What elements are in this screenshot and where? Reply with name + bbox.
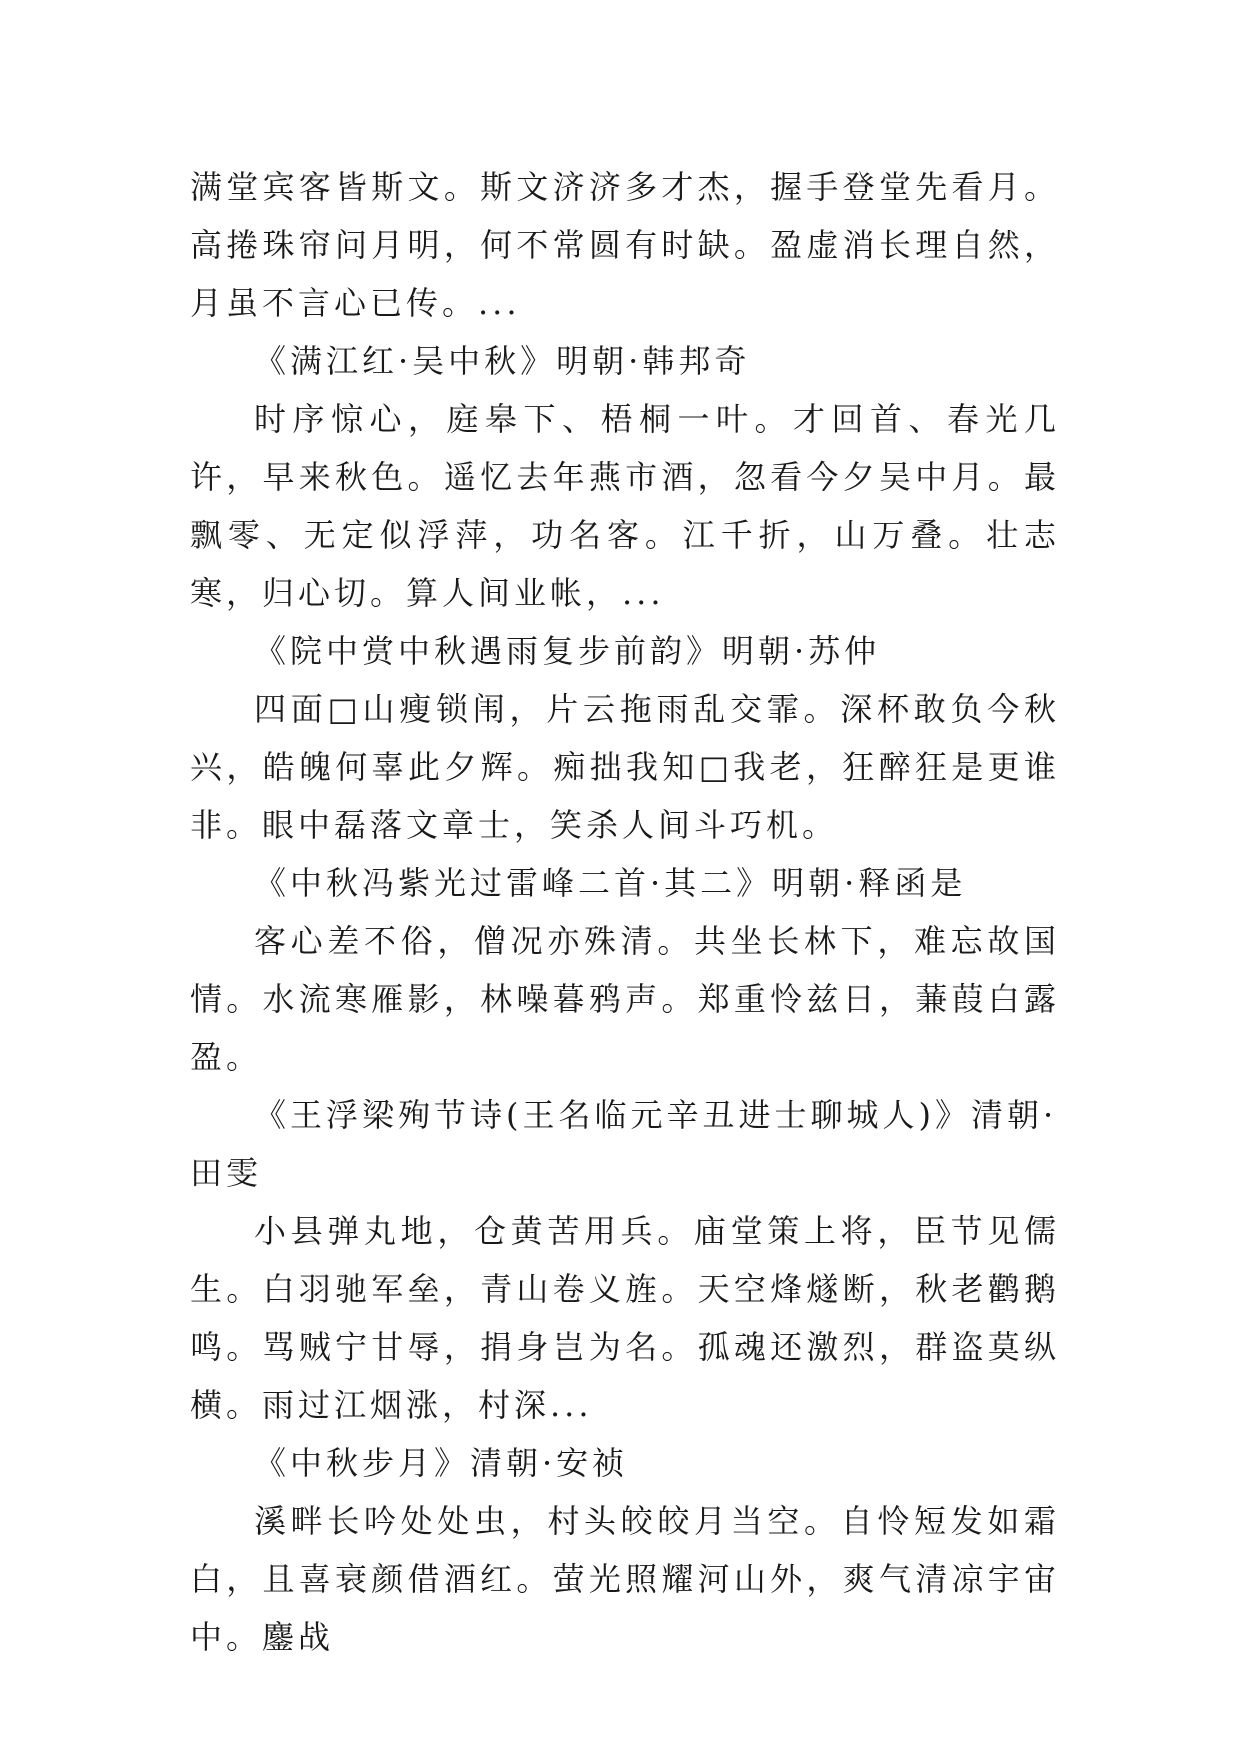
poem-body-text: 时序惊心，庭皋下、梧桐一叶。才回首、春光几许，早来秋色。遥忆去年燕市酒，忽看今夕吴中月。最飘零、无定似浮萍，功名客。江千折，山万叠。壮志寒，归心切。算人间业帐，...: [190, 400, 1060, 612]
poem-title: 《院中赏中秋遇雨复步前韵》明朝·苏仲: [254, 632, 881, 670]
poem-body-text: 小县弹丸地，仓黄苦用兵。庙堂策上将，臣节见儒生。白羽驰军垒，青山卷义旌。天空烽燧断，秋老鹳鹅鸣。骂贼宁甘辱，捐身岂为名。孤魂还激烈，群盗莫纵横。雨过江烟涨，村深...: [190, 1212, 1060, 1424]
poem-title: 《中秋步月》清朝·安祯: [254, 1444, 629, 1482]
poem-title: 《满江红·吴中秋》明朝·韩邦奇: [254, 342, 751, 380]
poem-body-text: 客心差不俗，僧况亦殊清。共坐长林下，难忘故国情。水流寒雁影，林噪暮鸦声。郑重怜兹日，蒹葭白露盈。: [190, 922, 1060, 1076]
poem-title: 《王浮梁殉节诗(王名临元辛丑进士聊城人)》清朝·田雯: [190, 1096, 1058, 1192]
poem-body-text: 溪畔长吟处处虫，村头皎皎月当空。自怜短发如霜白，且喜衰颜借酒红。萤光照耀河山外，爽气清凉宇宙中。鏖战: [190, 1502, 1060, 1656]
poem-title: 《中秋冯紫光过雷峰二首·其二》明朝·释函是: [254, 864, 967, 902]
poem-body-text: 满堂宾客皆斯文。斯文济济多才杰，握手登堂先看月。高捲珠帘问月明，何不常圆有时缺。盈虚消长理自然，月虽不言心已传。...: [190, 168, 1060, 322]
document-body: [190, 158, 1060, 1666]
poem-body-text: 四面□山瘦锁闱，片云拖雨乱交霏。深杯敢负今秋兴，皓魄何辜此夕辉。痴拙我知□我老，狂醉狂是更谁非。眼中磊落文章士，笑杀人间斗巧机。: [190, 690, 1060, 844]
